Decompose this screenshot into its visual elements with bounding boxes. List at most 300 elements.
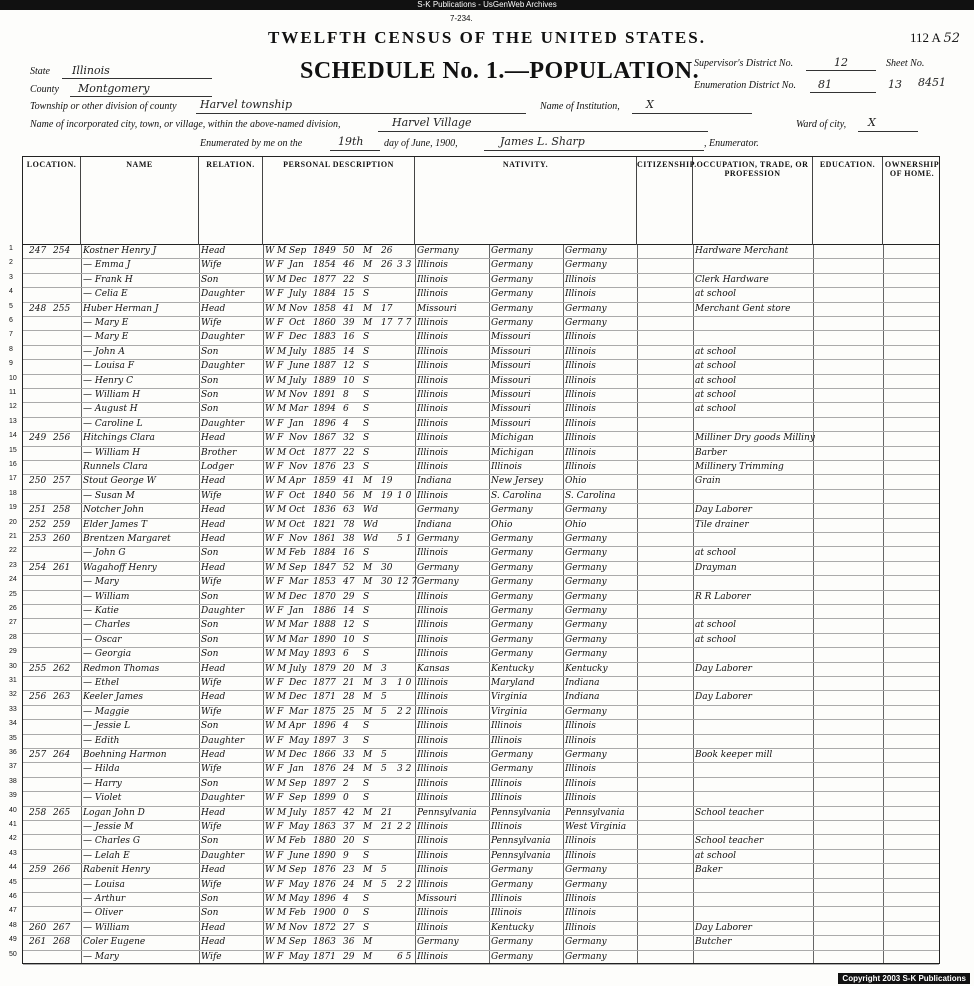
cell-mon: Sep [289, 937, 307, 948]
cell-race: W [265, 591, 275, 602]
cell-ms: M [363, 318, 373, 328]
cell-fam: 262 [53, 663, 71, 674]
table-row [9, 489, 939, 504]
township-value: Harvel township [200, 98, 292, 111]
cell-yrs: 17 [381, 318, 393, 328]
cell-yr: 1876 [313, 462, 336, 472]
table-row [9, 734, 939, 749]
cell-born: Missouri [417, 303, 457, 314]
cell-rel: Head [201, 519, 226, 530]
cell-fb: Illinois [491, 894, 522, 904]
cell-age: 52 [343, 562, 355, 573]
cell-born: Illinois [417, 404, 448, 415]
cell-age: 21 [343, 678, 355, 688]
cell-race: W [265, 879, 275, 890]
cell-ms: S [363, 908, 370, 919]
cell-fam: 264 [53, 750, 71, 760]
cell-fam: 254 [53, 246, 71, 256]
cell-mon: July [289, 807, 307, 818]
cell-mb: Illinois [565, 375, 596, 386]
cell-rel: Son [201, 591, 219, 602]
cell-mon: Oct [289, 519, 306, 530]
cell-fb: Germany [491, 303, 533, 314]
cell-mon: Oct [289, 447, 306, 458]
cell-fb: Germany [491, 562, 533, 573]
table-row [9, 777, 939, 792]
cell-mon: Sep [289, 865, 307, 876]
col-name: NAME [81, 157, 199, 245]
table-row [9, 677, 939, 691]
cell-mon: Sep [289, 778, 307, 789]
cell-occ: at school [695, 361, 737, 372]
cell-ms: M [363, 246, 373, 256]
cell-born: Illinois [417, 274, 448, 285]
cell-age: 36 [343, 937, 355, 948]
cell-age: 38 [343, 534, 355, 544]
cell-race: W [265, 735, 275, 746]
col-ownership: OWNERSHIP OF HOME. [884, 160, 940, 178]
cell-yr: 1883 [313, 332, 336, 343]
table-row [9, 345, 939, 360]
cell-ms: M [363, 577, 373, 588]
cell-ms: M [363, 260, 373, 271]
cell-occ: Milliner Dry goods Milliny [695, 433, 815, 444]
cell-sex: F [277, 879, 284, 890]
cell-mb: Illinois [565, 274, 596, 285]
cell-sex: F [277, 534, 284, 544]
cell-fam: 265 [53, 807, 71, 818]
copyright-notice: Copyright 2003 S-K Publications [838, 973, 970, 984]
cell-fb: Germany [491, 649, 533, 660]
cell-mb: Illinois [565, 390, 596, 400]
cell-n: 18 [9, 489, 17, 497]
cell-sex: M [277, 375, 287, 386]
cell-fb: Germany [491, 534, 533, 544]
cell-fam: 258 [53, 505, 71, 516]
cell-occ: Grain [695, 476, 721, 487]
cell-race: W [265, 519, 275, 530]
cell-n: 3 [9, 273, 13, 281]
cell-rel: Daughter [201, 332, 245, 343]
cell-fb: Illinois [491, 462, 522, 472]
cell-ms: S [363, 793, 370, 804]
cell-fb: Illinois [491, 822, 522, 832]
cell-fb: Ohio [491, 519, 513, 530]
cell-rel: Wife [201, 678, 222, 688]
cell-sex: F [277, 764, 284, 775]
cell-name: Wagahoff Henry [83, 562, 157, 573]
table-row [9, 403, 939, 417]
cell-ms: S [363, 433, 370, 444]
cell-sex: F [277, 433, 284, 444]
cell-rel: Daughter [201, 850, 245, 861]
cell-sex: F [277, 706, 284, 717]
cell-fb: Kentucky [491, 922, 534, 933]
cell-ms: S [363, 620, 370, 631]
cell-n: 39 [9, 792, 17, 800]
cell-occ: Barber [695, 447, 727, 458]
cell-ms: S [363, 548, 370, 559]
form-number: 7-234. [450, 14, 473, 23]
cell-mb: Ohio [565, 476, 587, 487]
cell-name: — John A [83, 346, 125, 357]
cell-age: 10 [343, 634, 355, 645]
cell-yr: 1871 [313, 692, 336, 703]
state-label: State [30, 66, 50, 77]
cell-ms: Wd [363, 505, 379, 516]
cell-rel: Daughter [201, 606, 245, 616]
cell-yrs: 5 [381, 692, 387, 703]
cell-n: 45 [9, 878, 17, 886]
cell-age: 56 [343, 490, 355, 501]
township-label: Township or other division of county [30, 101, 177, 112]
sheet-value-handwritten: 8451 [918, 76, 946, 89]
cell-mb: Illinois [565, 433, 596, 444]
cell-mb: Ohio [565, 519, 587, 530]
cell-fb: Germany [491, 879, 533, 890]
institution-value: X [646, 98, 654, 111]
cell-ch: 1 0 [397, 490, 412, 501]
cell-yr: 1849 [313, 246, 336, 256]
cell-occ: Butcher [695, 937, 732, 948]
cell-race: W [265, 807, 275, 818]
cell-yr: 1840 [313, 490, 336, 501]
cell-fb: Virginia [491, 692, 528, 703]
cell-yr: 1863 [313, 937, 336, 948]
cell-born: Germany [417, 937, 459, 948]
cell-rel: Head [201, 922, 226, 933]
cell-race: W [265, 850, 275, 861]
cell-fam: 268 [53, 937, 71, 948]
cell-ms: S [363, 649, 370, 660]
ward-value: X [868, 116, 876, 129]
cell-race: W [265, 433, 275, 444]
cell-age: 24 [343, 764, 355, 775]
cell-mb: Illinois [565, 922, 596, 933]
cell-ms: Wd [363, 534, 379, 544]
cell-mb: Illinois [565, 404, 596, 415]
cell-fb: Illinois [491, 778, 522, 789]
table-row [9, 446, 939, 461]
table-row [9, 259, 939, 273]
cell-dw: 252 [29, 519, 47, 530]
cell-n: 33 [9, 705, 17, 713]
cell-mon: Mar [289, 404, 308, 415]
table-row [9, 835, 939, 849]
table-row [9, 691, 939, 705]
enumeration-district-label: Enumeration District No. [694, 80, 796, 91]
cell-fb: Michigan [491, 447, 534, 458]
cell-mon: Mar [289, 706, 308, 717]
cell-sex: M [277, 894, 287, 904]
cell-born: Illinois [417, 447, 448, 458]
col-location: LOCATION. [23, 157, 81, 245]
table-row [9, 720, 939, 734]
cell-sex: M [277, 274, 287, 285]
cell-yrs: 21 [381, 807, 393, 818]
table-row [9, 302, 939, 317]
table-row [9, 389, 939, 403]
table-row [9, 619, 939, 633]
cell-name: — Henry C [83, 375, 133, 386]
cell-n: 29 [9, 648, 17, 656]
cell-ms: S [363, 894, 370, 904]
cell-mb: Kentucky [565, 663, 608, 674]
cell-born: Indiana [417, 519, 452, 530]
cell-yr: 1887 [313, 361, 336, 372]
cell-age: 37 [343, 822, 355, 832]
sheet-reference [910, 30, 960, 46]
cell-fb: Missouri [491, 375, 531, 386]
cell-sex: M [277, 562, 287, 573]
cell-mb: Germany [565, 534, 607, 544]
cell-mb: Illinois [565, 908, 596, 919]
cell-name: — Edith [83, 735, 120, 746]
table-row [9, 432, 939, 446]
cell-mon: Oct [289, 490, 306, 501]
cell-born: Illinois [417, 922, 448, 933]
cell-name: — William [83, 591, 130, 602]
cell-rel: Head [201, 303, 226, 314]
cell-occ: School teacher [695, 836, 764, 847]
cell-name: Runnels Clara [83, 462, 148, 472]
cell-mon: May [289, 735, 309, 746]
cell-name: — Charles [83, 620, 131, 631]
cell-fb: Pennsylvania [491, 807, 551, 818]
cell-age: 42 [343, 807, 355, 818]
schedule-title: SCHEDULE No. 1.—POPULATION. [300, 58, 700, 84]
cell-rel: Lodger [201, 462, 234, 472]
cell-ms: S [363, 606, 370, 616]
cell-yrs: 19 [381, 490, 393, 501]
cell-born: Germany [417, 246, 459, 256]
cell-name: — August H [83, 404, 138, 415]
cell-n: 36 [9, 749, 17, 756]
cell-dw: 248 [29, 303, 47, 314]
cell-race: W [265, 490, 275, 501]
cell-fb: Germany [491, 937, 533, 948]
cell-mb: Germany [565, 303, 607, 314]
cell-race: W [265, 303, 275, 314]
table-row [9, 907, 939, 921]
cell-fb: Germany [491, 865, 533, 876]
cell-yr: 1866 [313, 750, 336, 760]
table-row [9, 633, 939, 648]
cell-mon: Nov [289, 922, 308, 933]
cell-sex: M [277, 649, 287, 660]
cell-rel: Wife [201, 318, 222, 328]
cell-rel: Daughter [201, 793, 245, 804]
cell-sex: M [277, 721, 287, 732]
cell-race: W [265, 375, 275, 386]
cell-sex: M [277, 390, 287, 400]
cell-occ: Drayman [695, 562, 737, 573]
cell-dw: 258 [29, 807, 47, 818]
cell-mon: July [289, 375, 307, 386]
cell-age: 10 [343, 375, 355, 386]
cell-occ: at school [695, 634, 737, 645]
cell-born: Illinois [417, 908, 448, 919]
cell-yr: 1900 [313, 908, 336, 919]
cell-race: W [265, 289, 275, 300]
cell-age: 2 [343, 778, 349, 789]
cell-ch: 7 7 [397, 318, 412, 328]
cell-born: Illinois [417, 346, 448, 357]
cell-mb: Germany [565, 591, 607, 602]
cell-born: Illinois [417, 764, 448, 775]
cell-sex: M [277, 404, 287, 415]
cell-mon: Nov [289, 433, 308, 444]
cell-yr: 1884 [313, 289, 336, 300]
cell-name: — Harry [83, 778, 122, 789]
cell-mon: Jan [289, 260, 304, 271]
cell-occ: Hardware Merchant [695, 246, 789, 256]
cell-occ: Baker [695, 865, 723, 876]
table-row [9, 475, 939, 489]
cell-mon: July [289, 289, 307, 300]
cell-fb: Michigan [491, 433, 534, 444]
cell-sex: F [277, 577, 284, 588]
cell-ms: M [363, 490, 373, 501]
cell-born: Illinois [417, 390, 448, 400]
cell-name: — Mary [83, 951, 119, 962]
cell-born: Illinois [417, 490, 448, 501]
cell-yr: 1896 [313, 418, 336, 429]
cell-yrs: 3 [381, 678, 387, 688]
cell-ms: S [363, 346, 370, 357]
cell-yr: 1875 [313, 706, 336, 717]
cell-dw: 257 [29, 750, 47, 760]
cell-name: — Hilda [83, 764, 120, 775]
cell-name: — Ethel [83, 678, 120, 688]
cell-rel: Daughter [201, 735, 245, 746]
cell-age: 29 [343, 951, 355, 962]
cell-ms: S [363, 836, 370, 847]
table-row [9, 590, 939, 605]
cell-n: 23 [9, 561, 17, 569]
cell-n: 47 [9, 907, 17, 915]
cell-rel: Daughter [201, 418, 245, 429]
cell-name: Huber Herman J [83, 303, 159, 314]
cell-age: 12 [343, 361, 355, 372]
cell-age: 39 [343, 318, 355, 328]
cell-rel: Head [201, 750, 226, 760]
cell-yr: 1884 [313, 548, 336, 559]
table-row [9, 648, 939, 662]
cell-sex: M [277, 620, 287, 631]
cell-yrs: 5 [381, 764, 387, 775]
cell-rel: Head [201, 562, 226, 573]
cell-name: — Katie [83, 606, 119, 616]
cell-race: W [265, 447, 275, 458]
cell-age: 14 [343, 606, 355, 616]
cell-yr: 1877 [313, 274, 336, 285]
cell-n: 7 [9, 331, 13, 339]
cell-mb: Germany [565, 548, 607, 559]
cell-born: Illinois [417, 591, 448, 602]
cell-dw: 249 [29, 433, 47, 444]
cell-fb: Germany [491, 246, 533, 256]
cell-sex: M [277, 922, 287, 933]
cell-age: 47 [343, 577, 355, 588]
cell-race: W [265, 274, 275, 285]
cell-occ: Tile drainer [695, 519, 749, 530]
cell-mon: May [289, 822, 309, 832]
cell-occ: at school [695, 548, 737, 559]
enumeration-district-value: 81 [818, 78, 832, 91]
census-title: TWELFTH CENSUS OF THE UNITED STATES. [268, 28, 706, 47]
cell-race: W [265, 836, 275, 847]
cell-age: 33 [343, 750, 355, 760]
cell-fb: Illinois [491, 908, 522, 919]
city-value: Harvel Village [392, 116, 472, 129]
cell-name: — Maggie [83, 706, 130, 717]
cell-name: Stout George W [83, 476, 156, 487]
cell-race: W [265, 678, 275, 688]
cell-name: Boehning Harmon [83, 750, 167, 760]
cell-mb: Illinois [565, 332, 596, 343]
cell-age: 28 [343, 692, 355, 703]
cell-ms: S [363, 778, 370, 789]
cell-mb: Germany [565, 937, 607, 948]
cell-born: Illinois [417, 433, 448, 444]
cell-mon: Feb [289, 548, 306, 559]
cell-mon: July [289, 663, 307, 674]
cell-mon: Feb [289, 836, 306, 847]
cell-fb: Germany [491, 548, 533, 559]
cell-yr: 1879 [313, 663, 336, 674]
cell-yr: 1888 [313, 620, 336, 631]
cell-yrs: 30 [381, 577, 393, 588]
cell-mb: Illinois [565, 836, 596, 847]
cell-born: Illinois [417, 361, 448, 372]
cell-occ: Day Laborer [695, 922, 752, 933]
cell-mb: Illinois [565, 793, 596, 804]
cell-fb: Germany [491, 591, 533, 602]
cell-rel: Son [201, 274, 219, 285]
cell-mb: Illinois [565, 894, 596, 904]
cell-fam: 266 [53, 865, 71, 876]
cell-race: W [265, 462, 275, 472]
cell-fb: Germany [491, 764, 533, 775]
col-citizenship: CITIZENSHIP. [637, 157, 693, 245]
cell-age: 6 [343, 649, 349, 660]
cell-mon: Oct [289, 318, 306, 328]
sheet-label: Sheet No. [886, 58, 925, 69]
cell-race: W [265, 721, 275, 732]
cell-mon: Oct [289, 505, 306, 516]
cell-race: W [265, 260, 275, 271]
cell-n: 48 [9, 921, 17, 929]
cell-mb: Germany [565, 562, 607, 573]
table-row [9, 461, 939, 475]
cell-yr: 1860 [313, 318, 336, 328]
cell-dw: 254 [29, 562, 47, 573]
cell-race: W [265, 649, 275, 660]
cell-age: 15 [343, 289, 355, 300]
cell-ms: M [363, 303, 373, 314]
institution-label: Name of Institution, [540, 101, 620, 112]
cell-dw: 260 [29, 922, 47, 933]
cell-race: W [265, 634, 275, 645]
cell-yr: 1891 [313, 390, 336, 400]
cell-rel: Wife [201, 764, 222, 775]
cell-fb: Illinois [491, 735, 522, 746]
table-row [9, 849, 939, 864]
cell-fam: 255 [53, 303, 71, 314]
cell-occ: Day Laborer [695, 663, 752, 674]
cell-mon: May [289, 879, 309, 890]
